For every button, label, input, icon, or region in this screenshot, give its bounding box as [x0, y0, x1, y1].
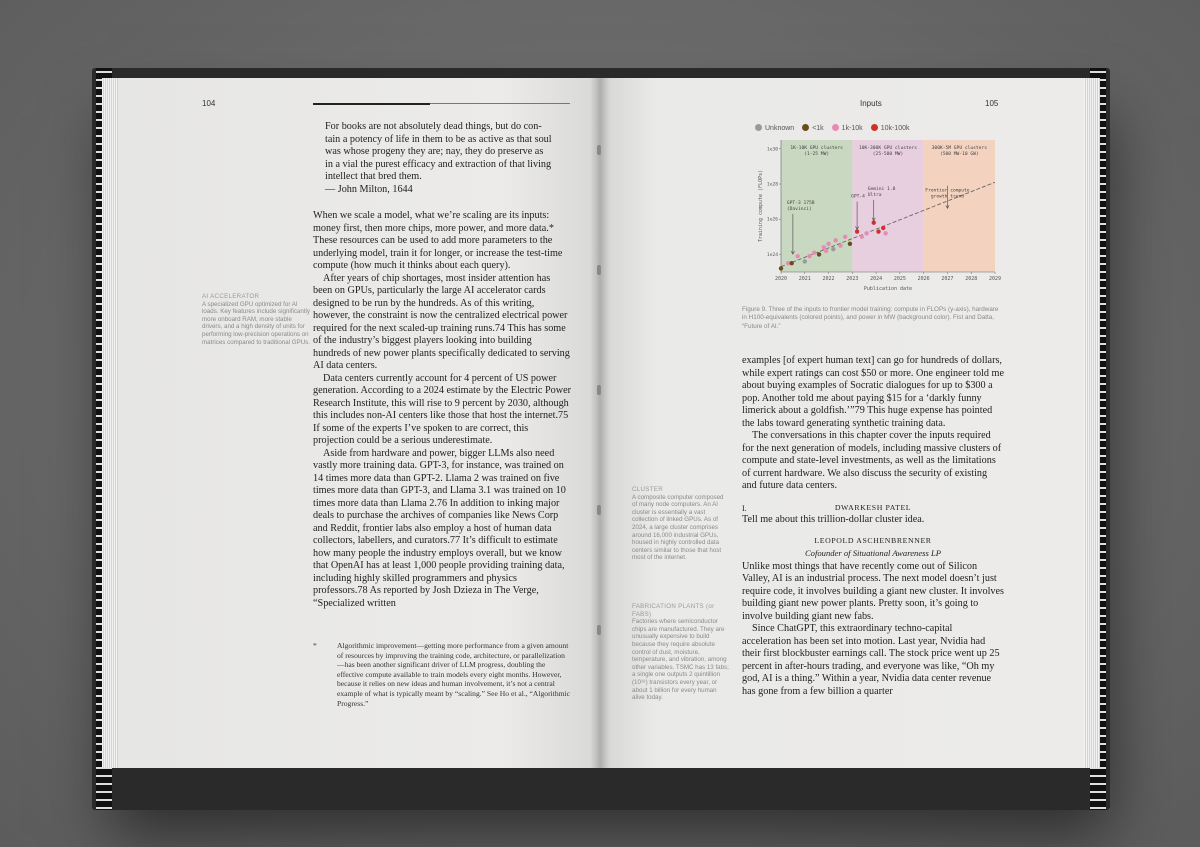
question: Tell me about this trillion-dollar cluster idea.: [742, 514, 925, 525]
figure-caption: Figure 9. Three of the inputs to frontier model training: compute in FLOPs (y-axis), hardware in H100-equivalents (colored points), and power in MW (background color). Fist and Datta, “Future of AI.”: [742, 306, 999, 330]
binding-thread: [597, 625, 601, 635]
x-tick-label: 2025: [893, 276, 906, 282]
data-point: [864, 231, 868, 235]
sidenote-cluster: [632, 486, 730, 562]
paragraph: After years of chip shortages, most insider attention has been on GPUs, particularly the large AI accelerator cards designed to be run by the hundreds. As of this writing, however, the constraint is now the centralized electrical power required for the next scaled-up training runs.74 This has some of the industry’s biggest players looking into building hundreds of new power plants specifically dedicated to serving AI data centers.: [313, 272, 570, 371]
data-point: [824, 249, 828, 253]
data-point: [883, 231, 887, 235]
data-point: [779, 266, 783, 270]
region-sublabel: (25-500 MW): [872, 152, 904, 157]
x-tick-label: 2022: [822, 276, 835, 282]
speaker-role: Cofounder of Situational Awareness LP: [804, 548, 942, 558]
compute-chart: [755, 120, 1005, 300]
region-sublabel: (1-25 MW): [804, 152, 830, 157]
sidenote-text: A composite computer composed of many node computers. An AI cluster is essentially a vast collection of linked GPUs. As of 2024, a large cluster comprises around 16,000 industrial GPUs, housed in highly controlled data centers similar to those that host most of the internet.: [632, 493, 724, 562]
data-point: [843, 235, 847, 239]
annotation-label: GPT-4: [851, 194, 865, 200]
data-point: [803, 259, 807, 263]
x-tick-label: 2027: [941, 276, 954, 282]
y-tick-label: 1e30: [766, 147, 778, 153]
x-tick-label: 2026: [917, 276, 930, 282]
sidenote-text: Factories where semiconductor chips are manufactured. They are unusually expensive to build because they require absolute control of dust, moisture, temperature, and vibration, among other variables. TSMC has 13 fabs; a single one outputs 2 quintillion (10¹⁸) transistors every year, or about 1 billion for every human alive today.: [632, 618, 729, 702]
annotation-label: Ultra: [867, 192, 882, 198]
page-edges-right: [1082, 78, 1100, 768]
binding-thread: [597, 505, 601, 515]
data-point: [876, 229, 880, 233]
x-tick-label: 2021: [798, 276, 811, 282]
epigraph-line: was whose progeny they are; nay, they do preserve as: [325, 146, 544, 157]
binding-thread: [597, 265, 601, 275]
epigraph-attribution: — John Milton, 1644: [325, 183, 413, 195]
binding-thread: [597, 385, 601, 395]
data-point: [860, 235, 864, 239]
footnote-text: Algorithmic improvement—getting more performance from a given amount of resources by improving the training code, architecture, or parallelization—has been another significant driver of LLM progress, doubling the effective compute available to train models every eight months. However, because it relies on new ideas and human involvement, it’s not a central example of what is typically meant by “scaling.” See Ho et al., “Algorithmic Progress.”: [337, 641, 571, 708]
annotation-label: Gemini 1.0: [867, 186, 896, 192]
x-tick-label: 2029: [988, 276, 1002, 282]
data-point: [790, 261, 794, 265]
section-number: I.: [742, 503, 747, 513]
sidenote-text: A specialized GPU optimized for AI loads. Key features include significantly more onboard RAM, more stable drivers, and a high density of units for performing low-precision operations on matrices compared to traditional GPUs.: [202, 300, 310, 346]
epigraph-line: For books are not absolutely dead things, but do con-: [325, 121, 542, 132]
y-tick-label: 1e24: [766, 252, 778, 258]
sidenote-fabs: [632, 603, 730, 702]
data-point: [838, 243, 842, 247]
header-rule-light: [430, 103, 570, 104]
x-tick-label: 2020: [774, 276, 788, 282]
sidenote-heading: CLUSTER: [632, 486, 663, 493]
region-label: 300K-5M GPU clusters: [931, 146, 987, 151]
sidenote-heading: AI ACCELERATOR: [202, 293, 260, 300]
data-point: [807, 254, 811, 258]
epigraph: [325, 121, 575, 196]
left-body: [313, 210, 571, 610]
paragraph: Data centers currently account for 4 percent of US power generation. According to a 2024 estimate by the Electric Power Research Institute, this will rise to 9 percent by 2030, although this includes non-AI centers like those that host the internet.75 If some of the experts I’ve spoken to are correct, this projection could be a serious underestimate.: [313, 372, 571, 446]
data-point: [833, 238, 837, 242]
data-point: [831, 247, 835, 251]
region-sublabel: (500 MW-10 GW): [939, 152, 979, 157]
right-body: [742, 355, 1004, 698]
x-tick-label: 2023: [846, 276, 859, 282]
paragraph: Aside from hardware and power, bigger LLMs also need vastly more training data. GPT-3, for instance, was trained on 14 times more data than GPT-2. Llama 2 was trained on five times more data than GPT-3, and Llama 3.1 was trained on 10 times more data than Llama 2.76 In addition to inking major deals to purchase the archives of companies like News Corp and Reddit, frontier labs also employ a host of human data collectors, labellers, and curators.77 It’s difficult to estimate how many people the industry employs overall, but we know that OpenAI has at least 1,000 people providing training data, including highly skilled programmers and physics professors.78 As reported by Josh Dzieza in The Verge, “Specialized written: [313, 447, 566, 609]
x-tick-label: 2028: [965, 276, 978, 282]
footnote-mark: *: [313, 641, 317, 650]
legend-label: 10k-100k: [880, 125, 910, 132]
page-number-right: 105: [985, 99, 999, 108]
speaker-name: DWARKESH PATEL: [834, 502, 912, 512]
legend-label: <1k: [812, 125, 824, 132]
annotation-label: (Davinci): [786, 206, 812, 212]
running-head: Inputs: [860, 99, 882, 108]
data-point: [881, 226, 885, 230]
data-point: [826, 242, 830, 246]
data-point: [848, 242, 852, 246]
sidenote-ai-accelerator: [202, 293, 310, 346]
footnote: [313, 641, 571, 708]
y-tick-label: 1e26: [766, 217, 778, 223]
header-rule-dark: [313, 103, 430, 105]
region-label: 10K-300K GPU clusters: [858, 146, 918, 151]
paragraph: When we scale a model, what we’re scaling are its inputs: money first, then more chips, more power, and more data.* These resources can be used to add more parameters to the underlying model, train it for longer, or increase the test-time compute (how much it thinks about each query).: [313, 210, 563, 271]
data-point: [812, 250, 816, 254]
paragraph: examples [of expert human text] can go for hundreds of dollars, while expert ratings can cost $50 or more. One engineer told me about buying examples of Socratic dialogues for up to $300 a pop. Another told me about paying $15 for a ‘darkly funny limerick about a goldfish.’”79 This huge expense has pointed the labs toward generating synthetic training data.: [742, 355, 1004, 429]
x-tick-label: 2024: [870, 276, 883, 282]
legend-label: 1k-10k: [841, 125, 863, 132]
data-point: [817, 252, 821, 256]
page-number-left: 104: [202, 99, 216, 108]
legend-label: Unknown: [765, 125, 795, 132]
y-tick-label: 1e28: [766, 182, 778, 188]
interview-block: [742, 502, 1004, 699]
x-axis-label: Publication date: [863, 286, 913, 292]
paragraph: Since ChatGPT, this extraordinary techno-capital acceleration has been set into motion. Last year, Nvidia had their first blockbuster earnings call. The stock price went up 25 percent in after-hours trading, and everyone was like, “Oh my god, AI is a thing.” Within a year, Nvidia data center revenue has gone from a few billion a quarter: [742, 623, 1000, 697]
epigraph-line: intellect that bred them.: [325, 171, 422, 182]
paragraph: The conversations in this chapter cover the inputs required for the next generation of models, including massive clusters of compute and state-level investments, as well as the limitations of current hardware. We also discuss the security of existing and future data centers.: [742, 430, 1002, 491]
region-label: 1K-10K GPU clusters: [790, 146, 843, 151]
gutter-shadow: [590, 78, 610, 768]
epigraph-line: tain a potency of life in them to be as active as that soul: [325, 133, 552, 145]
speaker-name: LEOPOLD ASCHENBRENNER: [814, 535, 932, 545]
annotation-label: Frontier compute: [925, 188, 970, 194]
paragraph: Unlike most things that have recently come out of Silicon Valley, AI is an industrial process. The next model doesn’t just require code, it involves building a giant new cluster. It involves building giant new power plants. Pretty soon, it’s going to involve building giant new fabs.: [742, 560, 1004, 622]
y-axis-label: Training compute (FLOPs): [758, 169, 764, 243]
annotation-label: GPT-3 175B: [786, 200, 815, 206]
binding-thread: [597, 145, 601, 155]
sidenote-heading: FABRICATION PLANTS (or FABS): [632, 603, 715, 618]
epigraph-line: in a vial the purest efficacy and extraction of that living: [325, 158, 552, 170]
data-point: [795, 254, 799, 258]
annotation-label: growth trend: [930, 194, 965, 200]
chart-region: [852, 140, 923, 272]
